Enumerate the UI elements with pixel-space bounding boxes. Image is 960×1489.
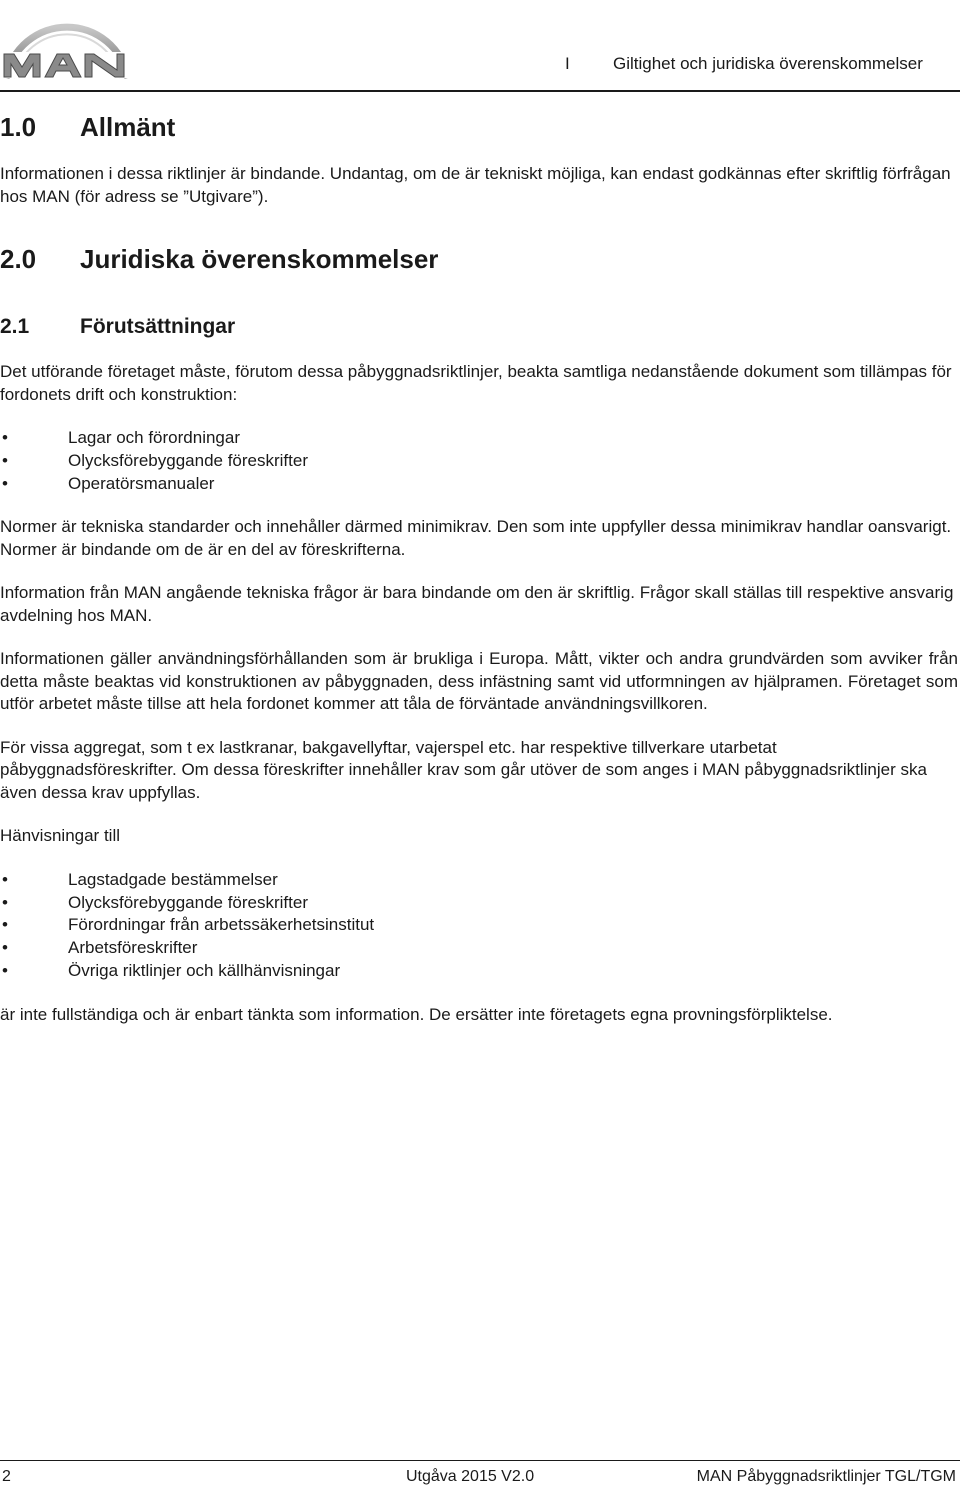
paragraph-norms: Normer är tekniska standarder och innehåller därmed minimikrav. Den som inte uppfyller dessa minimikrav handlar oansvarigt. Normer är bindande om de är en del av föreskrifterna. bbox=[0, 517, 952, 559]
page-number: 2 bbox=[2, 1468, 11, 1485]
subsection-heading-2-1 bbox=[0, 312, 958, 342]
bullet: • bbox=[2, 938, 8, 958]
section-heading-2 bbox=[0, 240, 958, 278]
list-item: • Lagstadgade bestämmelser bbox=[0, 869, 958, 892]
paragraph-man-info: Information från MAN angående tekniska frågor är bara bindande om den är skriftlig. Frågor skall ställas till respektive ansvarig avdelning hos MAN. bbox=[0, 583, 954, 625]
list-item: • Lagar och förordningar bbox=[0, 427, 958, 450]
section-heading-1 bbox=[0, 108, 958, 146]
paragraph-intro: Det utförande företaget måste, förutom dessa påbyggnadsriktlinjer, beakta samtliga nedanstående dokument som tillämpas för fordonets drift och konstruktion: bbox=[0, 362, 952, 404]
bullet: • bbox=[2, 428, 8, 447]
header-chapter: I bbox=[565, 54, 570, 73]
bullet: • bbox=[2, 473, 8, 493]
section-number: 1.0 bbox=[0, 112, 37, 142]
paragraph-europe: Informationen gäller användningsförhållanden som är brukliga i Europa. Mått, vikter och andra grundvärden som avviker från detta måste beaktas vid konstruktionen av påbyggnaden, dess infästning samt vid utformningen av hjälpramen. Företaget som utför arbetet måste tillse att hela fordonet kommer att tåla de förväntade användningsvillkoren. bbox=[0, 649, 958, 714]
subsection-title: Förutsättningar bbox=[80, 315, 236, 338]
list-item: • Olycksförebyggande föreskrifter bbox=[0, 450, 958, 473]
list-item: • Förordningar från arbetssäkerhetsinstitut bbox=[0, 914, 958, 937]
section-title: Juridiska överenskommelser bbox=[80, 244, 439, 274]
document-title: MAN Påbyggnadsriktlinjer TGL/TGM bbox=[696, 1468, 956, 1485]
page-header bbox=[0, 0, 960, 92]
bullet: • bbox=[2, 869, 8, 889]
subsection-number: 2.1 bbox=[0, 315, 30, 338]
bullet: • bbox=[2, 961, 8, 981]
header-divider bbox=[0, 90, 960, 92]
list-item: • Arbetsföreskrifter bbox=[0, 937, 958, 960]
section-title: Allmänt bbox=[80, 112, 176, 142]
edition-label: Utgåva 2015 V2.0 bbox=[406, 1468, 535, 1485]
paragraph-closing: är inte fullständiga och är enbart tänkta som information. De ersätter inte företagets egna provningsförpliktelse. bbox=[0, 1004, 833, 1024]
list-item: • Operatörsmanualer bbox=[0, 473, 958, 496]
bullet: • bbox=[2, 892, 8, 912]
paragraph-units: För vissa aggregat, som t ex lastkranar, bakgavellyftar, vajerspel etc. har respektive tillverkare utarbetat påbyggnadsföreskrifter. Om dessa föreskrifter innehåller krav som går utöver de som anges i MAN påbyggnadsriktlinjer ska även dessa krav uppfyllas. bbox=[0, 737, 927, 802]
man-logo bbox=[0, 2, 135, 80]
references-label: Hänvisningar till bbox=[0, 826, 120, 846]
list-item: • Olycksförebyggande föreskrifter bbox=[0, 892, 958, 915]
bullet: • bbox=[2, 450, 8, 470]
footer-divider bbox=[0, 1460, 960, 1461]
page-content bbox=[0, 108, 958, 1026]
list-item: • Övriga riktlinjer och källhänvisningar bbox=[0, 960, 958, 983]
paragraph-general: Informationen i dessa riktlinjer är bindande. Undantag, om de är tekniskt möjliga, kan endast godkännas efter skriftlig förfrågan hos MAN (för adress se ”Utgivare”). bbox=[0, 164, 951, 206]
bullet: • bbox=[2, 915, 8, 935]
page-footer bbox=[0, 1466, 960, 1489]
requirements-list bbox=[0, 427, 958, 495]
header-title: Giltighet och juridiska överenskommelser bbox=[613, 54, 923, 73]
section-number: 2.0 bbox=[0, 244, 37, 274]
references-list bbox=[0, 869, 958, 983]
